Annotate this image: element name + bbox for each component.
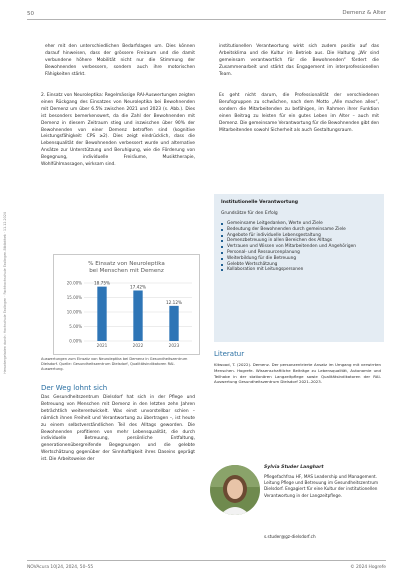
page-number: 50 <box>27 11 34 17</box>
box-list-item: Weiterbildung für die Betreuung <box>221 256 377 262</box>
author-name: Sylvia Studer Langhart <box>264 465 324 470</box>
y-tick-label: 0.00% <box>69 338 82 344</box>
footer-citation: NOVAcura 10|24, 2024, 50–55 <box>27 565 94 570</box>
box-list-item: Demenzbetreuung in allen Bereichen des Alltags <box>221 238 377 244</box>
right-paragraph-2: Es geht nicht darum, die Professionalität der verschiedenen Berufsgruppen zu schwächen, nach dem Motto „Alle machen alles“, sondern die Mitarbeitenden zu befähigen, im Rahmen ihrer Funktion einen Beitrag zu leisten für ein gutes Leben im Alter – auch mit Demenz. Die gemeinsame Verantwortung für die Bewohnenden gibt den Mitarbeitenden sowohl Sicherheit als auch Gestaltungsraum. <box>219 93 379 133</box>
x-tick-label: 2021 <box>96 343 108 348</box>
box-title: Institutionelle Verantwortung <box>221 200 299 205</box>
bar-value-label: 17.42% <box>130 284 146 290</box>
author-bio: Pflegefachfrau HF, MAS Leadership und Management. Leitung Pflege und Betreuung im Gesundheitszentrum Dielsdorf. Engagiert für eine Kultur der institutionellen Verantwortung in der Langzeitpflege. <box>264 474 379 498</box>
download-watermark-strip <box>2 4 8 581</box>
literature-title: Literatur <box>214 350 245 358</box>
principles-box <box>214 194 384 342</box>
chart-bars <box>97 287 178 341</box>
y-tick-label: 5.00% <box>69 324 82 329</box>
right-paragraph-1: institutionellen Verantwortung wirkt sich zudem positiv auf das Arbeitsklima und die Kultur im Betrieb aus. Die Haltung „Wir sind gemeinsam verantwortlich für die Bewohnenden“ fördert die Zusammenarbeit und stärkt das Engagement im interprofessionellen Team. <box>219 44 379 77</box>
box-list-item: Vertrauen und Wissen von Mitarbeitenden und Angehörigen <box>221 244 377 250</box>
bar-value-label: 18.75% <box>94 280 110 286</box>
box-list-item: Gelebte Wertschätzung <box>221 262 377 268</box>
chart-caption: Auswertungen zum Einsatz von Neuroleptika bei Demenz in Gesundheitszentrum Dielsdorf. Quelle: Gesundheitszentrum Dielsdorf, Qualitätsindikatoren RAI-Auswertung. <box>41 357 188 372</box>
box-list-item: Personal- und Ressourcenplanung <box>221 250 377 256</box>
chart-bar <box>169 306 178 341</box>
left-paragraph-1: eher mit den unterschiedlichen Bedarfslagen um. Dies können darauf hinweisen, dass der grössere Freiraum und die damit verbundene höhere Mobilität nicht nur die Stimmung der Bewohnenden verbessern, sondern auch ihre motorischen Fähigkeiten stärkt. <box>45 44 195 77</box>
footer-copyright: © 2024 Hogrefe <box>350 565 386 570</box>
box-list <box>221 221 377 273</box>
left-paragraph-3: Das Gesundheitszentrum Dielsdorf hat sich in der Pflege und Betreuung von Menschen mit Demenz in den letzten zehn Jahren beträchtlich weiterentwickelt. Was einst unvorstellbar schien – nämlich ihnen Freiheit und Verantwortung zu übertragen –, ist heute zu einem selbstverständlichen Teil des Alltags geworden. Die Bewohnenden profitieren von mehr Lebensqualität, die durch individuelle Betreuung, persönliche Entfaltung, generationenübergreifende Begegnungen und die gelebte Wertschätzung gegenüber der Sinnhaftigkeit ihres Daseins geprägt ist. Die Arbeitsweise der <box>41 395 195 463</box>
section-title: Der Weg lohnt sich <box>41 384 108 392</box>
download-watermark-text: Heruntergeladen durch: Hochschule Esslingen · Fachhochschule Esslingen-Bibliothek · 11.12.2024 <box>3 211 7 374</box>
chart-bar <box>133 290 142 341</box>
chart-title-line-2: bei Menschen mit Demenz <box>89 268 164 274</box>
y-tick-label: 15.00% <box>66 295 82 300</box>
author-portrait <box>210 465 260 515</box>
neuroleptika-chart <box>53 254 200 355</box>
portrait-illustration <box>210 465 260 515</box>
x-tick-label: 2022 <box>132 343 144 348</box>
header-divider <box>27 19 386 20</box>
box-subtitle: Grundsätze für den Erfolg <box>221 211 278 216</box>
box-list-item: Bedeutung der Bewohnenden durch gemeinsame Ziele <box>221 227 377 233</box>
y-tick-label: 20.00% <box>66 280 82 286</box>
chart-svg <box>54 255 199 354</box>
box-list-item: Gemeinsame Leitgedanken, Werte und Ziele <box>221 221 377 227</box>
bar-value-label: 12.12% <box>166 299 182 305</box>
left-point-2: 2. Einsatz von Neuroleptika: Regelmässige RAI-Auswertungen zeigten einen Rückgang des Einsatzes von Neuroleptika bei Bewohnenden mit Demenz um über 6.5% zwischen 2021 und 2023 (s. Abb.). Dies ist besonders bemerkenswert, da die Zahl der Bewohnenden mit Demenz in diesem Zeitraum stieg und inzwischen über 90% der Bewohnenden von einer Demenz betroffen sind (kognitive Leistungsfähigkeit: CPS ≥2). Dies zeigt eindrücklich, dass die Lebensqualität der Bewohnenden verbessert wurde und alternative Ansätze zur Unterstützung und Beruhigung, wie die Förderung von Begegnung, individuelle Freiräume, Musiktherapie, Wohlfühlmassagen, wirksam sind. <box>41 93 195 168</box>
literature-text: Kitwood, T. (2022). Demenz. Der personzentrierte Ansatz im Umgang mit verwirrten Menschen. Hogrefe. Wissenschaftliche Beiträge zu Lebensqualität, Autonomie und Teilhabe in der stationären Langzeitpflege sowie Qualitätsindikatoren der RAI-Auswertung Gesundheitszentrum Dielsdorf 2021–2023. <box>214 362 381 385</box>
chart-title-line-1: % Einsatz von Neuroleptika <box>88 261 165 267</box>
author-email[interactable]: s.studer@gz-dielsdorf.ch <box>264 534 316 539</box>
box-list-item: Kollaboration mit Leitungspersonen <box>221 267 377 273</box>
footer-divider <box>27 560 386 561</box>
running-header: Demenz & Alter <box>342 10 386 16</box>
chart-bar <box>97 287 106 341</box>
x-tick-label: 2023 <box>168 343 180 348</box>
box-list-item: Angebote für individuelle Lebensgestaltung <box>221 233 377 239</box>
y-tick-label: 10.00% <box>66 309 82 315</box>
